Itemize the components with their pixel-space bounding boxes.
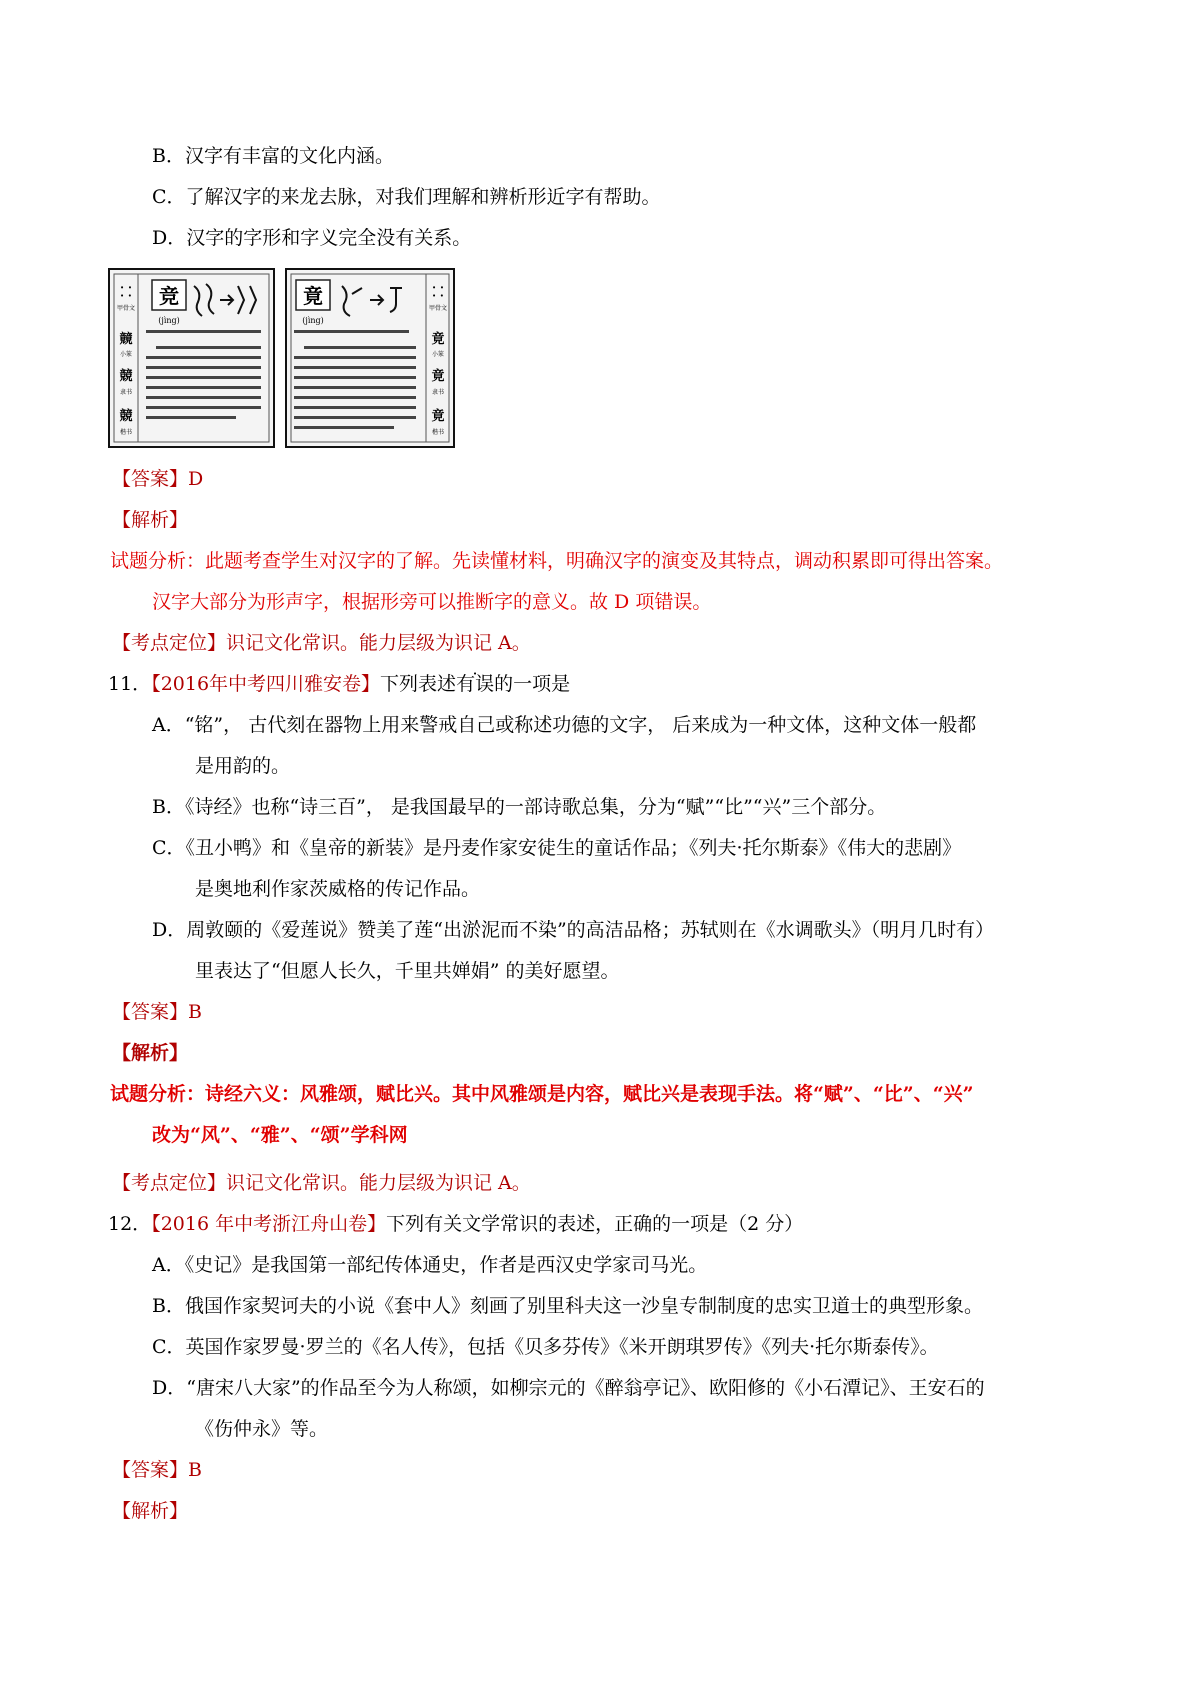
q10-kaodian bbox=[112, 630, 531, 656]
right-card-glyph-2: 竟 bbox=[431, 332, 445, 347]
left-card-script-1: 甲骨文 bbox=[116, 305, 136, 312]
q10-answer-value: D bbox=[188, 468, 204, 490]
left-card-glyph-2: 竸 bbox=[119, 332, 133, 347]
right-card-script-4: 楷书 bbox=[431, 429, 445, 436]
q11-source: 【2016年中考四川雅安卷】 bbox=[151, 673, 381, 695]
q10-kaodian-label: 【考点定位】 bbox=[112, 632, 227, 654]
right-card-script-2: 小篆 bbox=[431, 351, 445, 358]
left-card-char: 竞 bbox=[159, 284, 179, 308]
right-card-char: 竟 bbox=[303, 284, 323, 308]
q11-option-d-line-1: D．周敦颐的《爱莲说》赞美了莲“出淤泥而不染”的高洁品格；苏轼则在《水调歌头》（明月几时有） bbox=[152, 919, 995, 941]
q10-option-c: C．了解汉字的来龙去脉，对我们理解和辨析形近字有帮助。 bbox=[152, 186, 661, 208]
right-card-glyph-1: ⸬ bbox=[432, 285, 444, 300]
character-evolution-figure bbox=[108, 268, 456, 448]
q12-stem bbox=[108, 1211, 803, 1237]
q11-kaodian bbox=[112, 1170, 531, 1196]
q11-stem-after: 的一项是 bbox=[494, 673, 571, 695]
left-card-script-3: 隶书 bbox=[119, 389, 133, 396]
left-card-pinyin: (jìng) bbox=[158, 316, 180, 325]
q11-stem bbox=[108, 671, 570, 697]
q11-option-a-line-2: 是用韵的。 bbox=[195, 755, 291, 777]
q10-answer-label: 【答案】 bbox=[112, 468, 189, 490]
q11-answer-value: B bbox=[188, 1001, 202, 1023]
left-card bbox=[109, 269, 274, 447]
q12-option-d-line-2: 《伤仲永》等。 bbox=[195, 1418, 329, 1440]
q11-answer bbox=[112, 999, 202, 1025]
q12-analysis-label: 【解析】 bbox=[112, 1500, 189, 1522]
q10-option-b: B．汉字有丰富的文化内涵。 bbox=[152, 145, 394, 167]
q12-answer-label: 【答案】 bbox=[112, 1459, 189, 1481]
q10-option-d: D．汉字的字形和字义完全没有关系。 bbox=[152, 227, 472, 249]
left-card-glyph-4: 競 bbox=[119, 409, 133, 424]
q11-answer-label: 【答案】 bbox=[112, 1001, 189, 1023]
left-card-glyph-3: 競 bbox=[119, 369, 133, 384]
q12-number: 12． bbox=[108, 1213, 152, 1235]
q11-analysis-line-1: 试题分析：诗经六义：风雅颂，赋比兴。其中风雅颂是内容，赋比兴是表现手法。将“赋”、“比”、“兴” bbox=[110, 1083, 974, 1105]
right-card-script-1: 甲骨文 bbox=[428, 305, 448, 312]
q12-option-a: A．《史记》是我国第一部纪传体通史，作者是西汉史学家司马光。 bbox=[152, 1254, 708, 1276]
left-card-script-4: 楷书 bbox=[119, 429, 133, 436]
q12-source: 【2016 年中考浙江舟山卷】 bbox=[151, 1213, 387, 1235]
q11-analysis-line-2: 改为“风”、“雅”、“颂”学科网 bbox=[152, 1124, 408, 1146]
q10-analysis-line-2: 汉字大部分为形声字，根据形旁可以推断字的意义。故 D 项错误。 bbox=[152, 591, 712, 613]
q11-stem-emphasis: 有误 bbox=[456, 673, 495, 695]
q11-kaodian-label: 【考点定位】 bbox=[112, 1172, 227, 1194]
right-card-glyph-4: 竟 bbox=[431, 409, 445, 424]
right-card bbox=[286, 269, 454, 447]
right-card-pinyin: (jìng) bbox=[302, 316, 324, 325]
left-card-glyph-1: ⸬ bbox=[120, 285, 132, 300]
q11-option-c-line-2: 是奥地利作家茨威格的传记作品。 bbox=[195, 878, 481, 900]
left-card-script-2: 小篆 bbox=[119, 351, 133, 358]
right-card-script-3: 隶书 bbox=[431, 389, 445, 396]
q10-answer bbox=[112, 466, 203, 492]
q11-option-b: B．《诗经》也称“诗三百”， 是我国最早的一部诗歌总集，分为“赋”“比”“兴”三个部分。 bbox=[152, 796, 887, 818]
q11-option-a-line-1: A．“铭”， 古代刻在器物上用来警戒自己或称述功德的文字， 后来成为一种文体，这种文体一般都 bbox=[152, 714, 977, 736]
q10-analysis-label: 【解析】 bbox=[112, 509, 189, 531]
q11-option-c-line-1: C．《丑小鸭》和《皇帝的新装》是丹麦作家安徒生的童话作品；《列夫·托尔斯泰》《伟大的悲剧》 bbox=[152, 837, 962, 859]
q11-number: 11． bbox=[108, 673, 152, 695]
q12-option-b: B．俄国作家契诃夫的小说《套中人》刻画了别里科夫这一沙皇专制制度的忠实卫道士的典型形象。 bbox=[152, 1295, 983, 1317]
right-card-glyph-3: 竟 bbox=[431, 369, 445, 384]
q10-kaodian-text: 识记文化常识。能力层级为识记 A。 bbox=[226, 632, 531, 654]
q12-stem-text: 下列有关文学常识的表述，正确的一项是（2 分） bbox=[386, 1213, 804, 1235]
q11-kaodian-text: 识记文化常识。能力层级为识记 A。 bbox=[226, 1172, 531, 1194]
q11-analysis-label: 【解析】 bbox=[112, 1042, 189, 1064]
q12-answer bbox=[112, 1457, 202, 1483]
q11-stem-before: 下列表述 bbox=[380, 673, 457, 695]
q11-option-d-line-2: 里表达了“但愿人长久，千里共婵娟” 的美好愿望。 bbox=[195, 960, 620, 982]
q12-option-d-line-1: D．“唐宋八大家”的作品至今为人称颂，如柳宗元的《醉翁亭记》、欧阳修的《小石潭记》、王安石的 bbox=[152, 1377, 985, 1399]
q12-option-c: C．英国作家罗曼·罗兰的《名人传》，包括《贝多芬传》《米开朗琪罗传》《列夫·托尔斯泰传》。 bbox=[152, 1336, 939, 1358]
q10-analysis-line-1: 试题分析：此题考查学生对汉字的了解。先读懂材料，明确汉字的演变及其特点，调动积累即可得出答案。 bbox=[110, 550, 1004, 572]
q12-answer-value: B bbox=[188, 1459, 202, 1481]
